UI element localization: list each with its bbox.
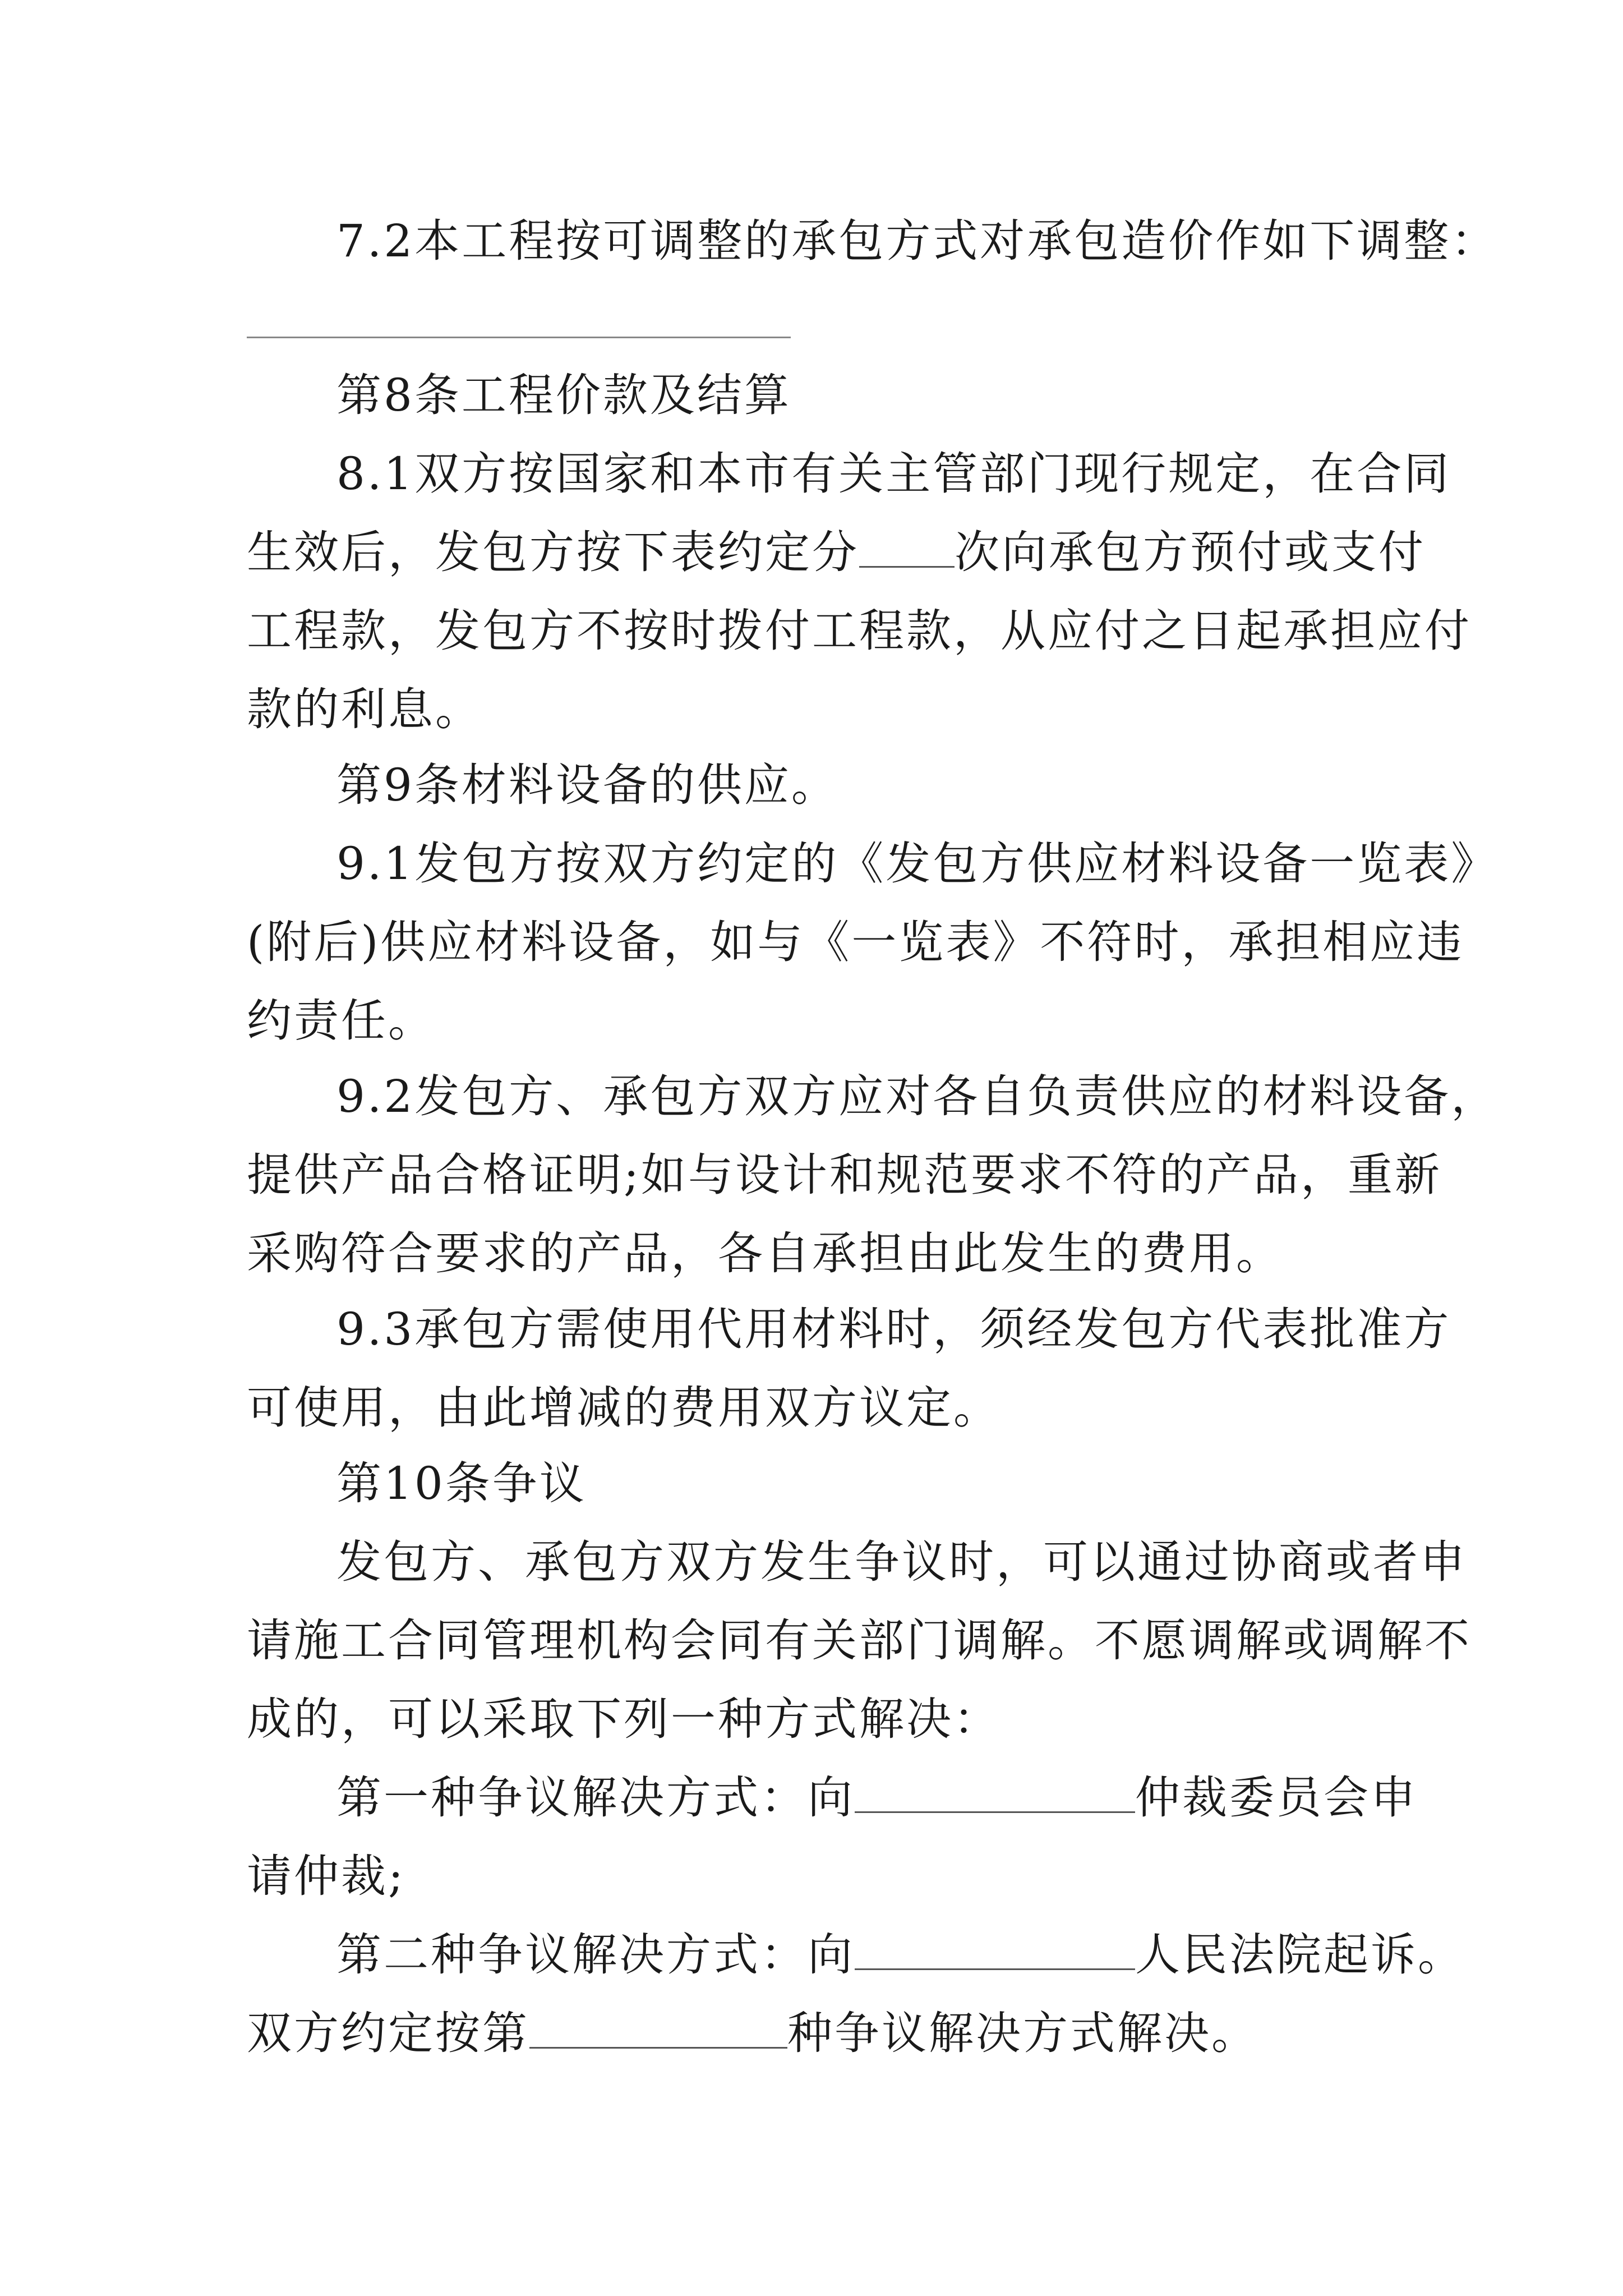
clause-8-1-line-2: [247, 524, 1426, 581]
agreement-text-a: 双方约定按第: [247, 2007, 529, 2059]
clause-8-1-line-3: 工程款，发包方不按时拨付工程款，从应付之日起承担应付: [247, 605, 1472, 657]
court-name-blank[interactable]: [855, 1929, 1135, 1970]
fill-in-rule: [247, 337, 791, 338]
dispute-option-1-cont: 请仲裁;: [247, 1850, 405, 1902]
clause-9-1-line-1: 9.1发包方按双方约定的《发包方供应材料设备一览表》: [336, 838, 1498, 890]
clause-9-2-line-2: 提供产品合格证明;如与设计和规范要求不符的产品，重新: [247, 1149, 1442, 1201]
clause-8-1-line-1: 8.1双方按国家和本市有关主管部门现行规定，在合同: [336, 448, 1451, 500]
section-9-heading: 第9条材料设备的供应。: [336, 759, 838, 811]
clause-9-2-line-1: 9.2发包方、承包方双方应对各自负责供应的材料设备，: [336, 1070, 1498, 1122]
clause-8-1-line-4: 款的利息。: [247, 683, 482, 735]
agreement-text-b: 种争议解决方式解决。: [787, 2007, 1258, 2059]
section-8-heading: 第8条工程价款及结算: [336, 369, 791, 421]
dispute-para-line-2: 请施工合同管理机构会同有关部门调解。不愿调解或调解不: [247, 1614, 1472, 1667]
dispute-option-1: [336, 1770, 1418, 1826]
dispute-option-2: [336, 1927, 1465, 1983]
clause-9-3-line-1: 9.3承包方需使用代用材料时，须经发包方代表批准方: [336, 1303, 1451, 1355]
installment-count-blank[interactable]: [859, 527, 955, 568]
option-1-text-a: 第一种争议解决方式：向: [336, 1772, 855, 1824]
clause-9-1-line-2: (附后)供应材料设备，如与《一览表》不符时，承担相应违: [247, 916, 1464, 968]
option-2-text-b: 人民法院起诉。: [1135, 1929, 1465, 1981]
clause-8-1-text-b: 次向承包方预付或支付: [955, 526, 1426, 578]
dispute-para-line-1: 发包方、承包方双方发生争议时，可以通过协商或者申: [336, 1536, 1467, 1588]
arbitration-commission-blank[interactable]: [855, 1772, 1135, 1813]
option-1-text-b: 仲裁委员会申: [1135, 1772, 1418, 1824]
chosen-option-blank[interactable]: [529, 2008, 787, 2049]
dispute-agreement: [247, 2005, 1258, 2062]
option-2-text-a: 第二种争议解决方式：向: [336, 1929, 855, 1981]
section-10-heading: 第10条争议: [336, 1457, 587, 1510]
dispute-para-line-3: 成的，可以采取下列一种方式解决：: [247, 1693, 1000, 1745]
clause-7-2: 7.2本工程按可调整的承包方式对承包造价作如下调整：: [336, 215, 1498, 267]
clause-9-3-line-2: 可使用，由此增减的费用双方议定。: [247, 1382, 1000, 1434]
clause-9-1-line-3: 约责任。: [247, 995, 435, 1047]
clause-8-1-text-a: 生效后，发包方按下表约定分: [247, 526, 859, 578]
clause-9-2-line-3: 采购符合要求的产品，各自承担由此发生的费用。: [247, 1227, 1283, 1280]
